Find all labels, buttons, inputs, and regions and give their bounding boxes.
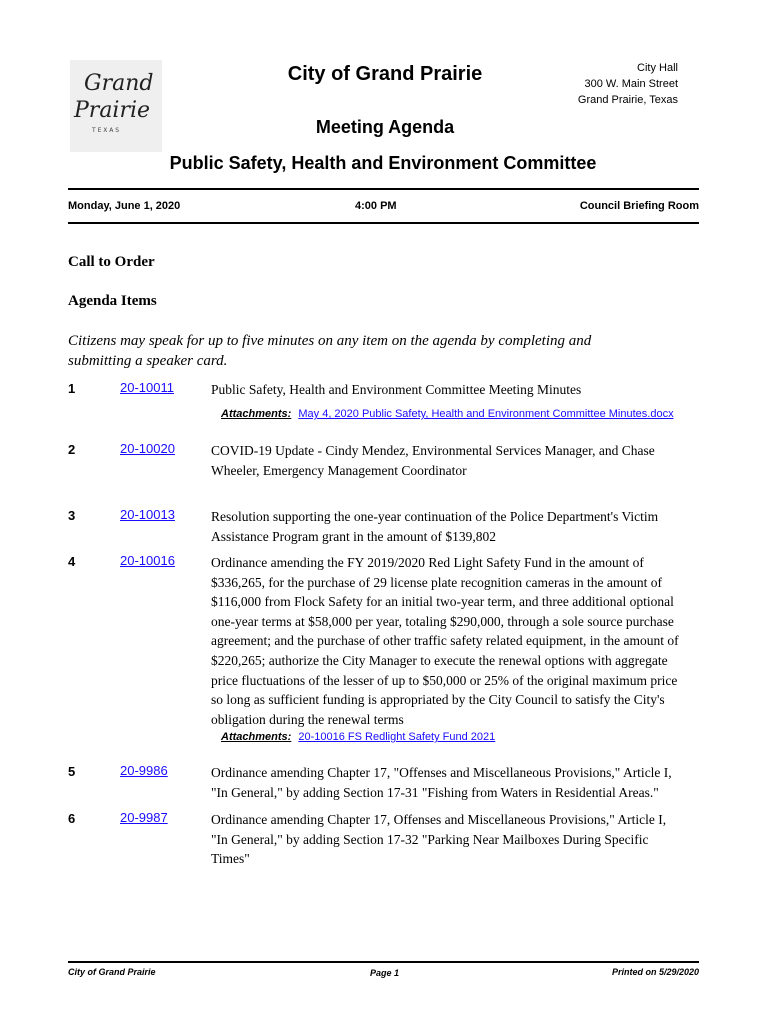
- item-file-link[interactable]: 20-10011: [120, 380, 174, 395]
- item-description: COVID-19 Update - Cindy Mendez, Environmental Services Manager, and Chase Wheeler, Emergency Management Coordinator: [211, 443, 655, 478]
- footer-city: City of Grand Prairie: [68, 967, 156, 977]
- item-description: Public Safety, Health and Environment Committee Meeting Minutes: [211, 382, 582, 397]
- meeting-room: Council Briefing Room: [579, 200, 699, 212]
- item-description: Ordinance amending Chapter 17, "Offenses and Miscellaneous Provisions," Article I, "In General," by adding Section 17-31 "Fishing from Waters in Residential Areas.": [211, 765, 672, 800]
- attachment-link[interactable]: May 4, 2020 Public Safety, Health and Environment Committee Minutes.docx: [298, 408, 674, 420]
- item-number: 2: [68, 442, 76, 457]
- divider: [68, 222, 699, 224]
- footer-divider: [68, 961, 699, 963]
- item-number: 1: [68, 381, 76, 396]
- item-file-link[interactable]: 20-9986: [120, 763, 168, 778]
- page-number: Page 1: [370, 968, 400, 978]
- address-line: Grand Prairie, Texas: [577, 94, 678, 106]
- speaker-notice: Citizens may speak for up to five minutes on any item on the agenda by completing and submitting a speaker card.: [68, 333, 592, 369]
- item-file-link[interactable]: 20-9987: [120, 810, 168, 825]
- logo-line-2: Prairie: [74, 98, 151, 123]
- attachments-label: Attachments:: [221, 408, 292, 420]
- item-number: 5: [68, 764, 76, 779]
- attachment-link[interactable]: 20-10016 FS Redlight Safety Fund 2021: [298, 731, 496, 743]
- city-title: City of Grand Prairie: [287, 63, 483, 85]
- meeting-date: Monday, June 1, 2020: [68, 200, 181, 212]
- agenda-items-heading: Agenda Items: [68, 293, 157, 309]
- attachments-label: Attachments:: [221, 731, 292, 743]
- item-file-link[interactable]: 20-10016: [120, 553, 175, 568]
- item-number: 6: [68, 811, 76, 826]
- logo-state: T E X A S: [92, 127, 120, 134]
- committee-title: Public Safety, Health and Environment Committee: [169, 153, 597, 173]
- item-file-link[interactable]: 20-10020: [120, 441, 175, 456]
- address-line: City Hall: [637, 62, 678, 74]
- item-number: 3: [68, 508, 76, 523]
- item-description: Ordinance amending Chapter 17, Offenses and Miscellaneous Provisions," Article I, "In General," by adding Section 17-32 "Parking Near Mailboxes During Specific Times": [211, 812, 667, 867]
- logo-icon: [70, 60, 162, 152]
- address-line: 300 W. Main Street: [584, 78, 678, 90]
- attachments: [221, 731, 495, 743]
- logo-line-1: Grand: [84, 71, 154, 96]
- item-description: Ordinance amending the FY 2019/2020 Red Light Safety Fund in the amount of $336,265, for the purchase of 29 license plate recognition cameras in the amount of $116,000 from Flock Safety for an initial two-year term, and three additional optional one-year terms at $58,000 per year, totaling $290,000, through a sole source purchase agreement; and the purchase of other traffic safety related equipment, in the amount of $220,265; authorize the City Manager to execute the renewal options with aggregate price fluctuations of the lesser of up to $50,000 or 25% of the original maximum price so long as sufficient funding is appropriated by the City Council to satisfy the City's obligation during the renewal terms: [211, 555, 679, 727]
- item-file-link[interactable]: 20-10013: [120, 507, 175, 522]
- divider: [68, 188, 699, 190]
- attachments: [221, 408, 674, 420]
- meeting-time: 4:00 PM: [355, 200, 397, 212]
- address-block: [578, 60, 678, 108]
- item-description: Resolution supporting the one-year continuation of the Police Department's Victim Assistance Program grant in the amount of $139,802: [211, 509, 659, 544]
- printed-date: Printed on 5/29/2020: [611, 967, 699, 977]
- grand-prairie-logo: [70, 60, 162, 152]
- item-number: 4: [68, 554, 76, 569]
- call-to-order-heading: Call to Order: [68, 254, 155, 270]
- meeting-agenda-title: Meeting Agenda: [315, 117, 455, 137]
